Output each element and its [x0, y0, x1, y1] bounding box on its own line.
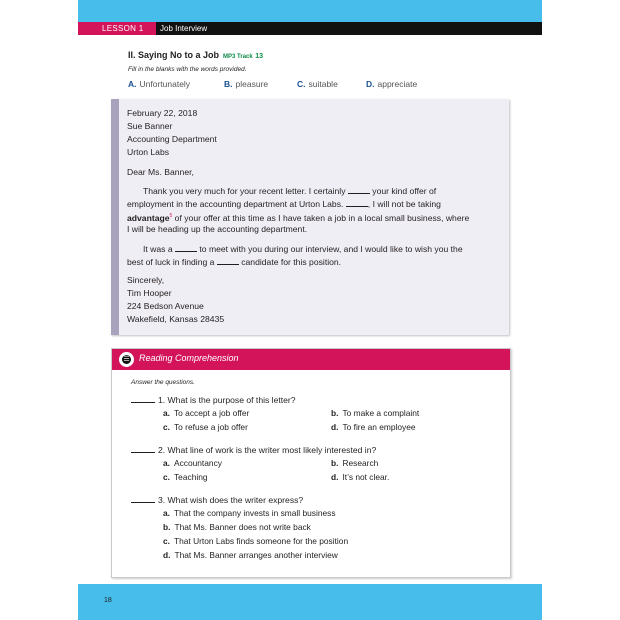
letter-line	[143, 185, 436, 197]
fill-blank[interactable]	[175, 243, 197, 252]
letter-side-bar	[111, 99, 119, 335]
option-text: To refuse a job offer	[174, 422, 248, 432]
reading-instruction: Answer the questions.	[131, 379, 195, 386]
book-icon: ☰	[119, 352, 134, 367]
letter-line	[127, 211, 469, 224]
reading-comprehension-box	[111, 348, 511, 578]
option-letter: a.	[163, 508, 170, 518]
letter-text: , I will not be taking	[367, 199, 441, 209]
letter-text: employment in the accounting department at Urton Labs.	[127, 199, 344, 209]
option-text: Accountancy	[174, 458, 222, 468]
option-letter: c.	[163, 536, 170, 546]
letter-line	[127, 256, 341, 268]
option-letter: b.	[163, 522, 171, 532]
option-letter: a.	[163, 458, 170, 468]
letter-line: I will be heading up the accounting department.	[127, 224, 308, 234]
word-bank-word: suitable	[308, 79, 338, 89]
vocab-word: advantage	[127, 212, 170, 223]
word-bank-letter: B.	[224, 79, 233, 89]
answer-option	[331, 472, 389, 483]
answer-option	[163, 472, 208, 483]
option-text: That Ms. Banner arranges another interview	[174, 550, 338, 560]
letter-line	[127, 198, 441, 210]
answer-option	[163, 522, 311, 533]
top-band	[78, 0, 542, 22]
section-title-text: II. Saying No to a Job	[128, 50, 220, 60]
letter-text: your kind offer of	[372, 186, 437, 196]
reading-comprehension-title: Reading Comprehension	[139, 353, 239, 363]
section-title	[128, 50, 263, 60]
word-bank-letter: C.	[297, 79, 306, 89]
answer-option	[163, 508, 336, 519]
option-text: To make a complaint	[342, 408, 420, 418]
answer-option	[331, 408, 419, 419]
word-bank-word: pleasure	[235, 79, 269, 89]
question	[131, 444, 376, 456]
answer-option	[331, 422, 416, 433]
recipient-line: Sue Banner	[127, 121, 173, 131]
lesson-label-text: LESSON 1	[102, 24, 144, 33]
answer-option	[163, 408, 249, 419]
answer-blank[interactable]	[131, 394, 155, 403]
footnote-marker: 5	[169, 213, 173, 219]
answer-option	[163, 536, 348, 547]
mp3-track-number: 13	[255, 53, 264, 60]
letter-closing: Sincerely,	[127, 275, 165, 285]
mp3-label: MP3 Track	[223, 54, 253, 60]
option-letter: d.	[331, 472, 339, 482]
word-bank-word: appreciate	[377, 79, 418, 89]
answer-blank[interactable]	[131, 444, 155, 453]
word-bank-item	[297, 79, 338, 89]
answer-option	[163, 458, 222, 469]
word-bank-word: Unfortunately	[139, 79, 191, 89]
letter-box	[111, 99, 509, 335]
option-letter: b.	[331, 458, 339, 468]
letter-text: best of luck in finding a	[127, 257, 215, 267]
word-bank-letter: D.	[366, 79, 375, 89]
fill-blank[interactable]	[346, 198, 368, 207]
recipient-line: Urton Labs	[127, 147, 170, 157]
answer-option	[163, 550, 338, 561]
word-bank-item	[366, 79, 417, 89]
option-text: To fire an employee	[342, 422, 416, 432]
option-text: It’s not clear.	[342, 472, 390, 482]
option-letter: d.	[163, 550, 171, 560]
signature-line: Wakefield, Kansas 28435	[127, 314, 225, 324]
option-text: That Ms. Banner does not write back	[174, 522, 311, 532]
answer-option	[331, 458, 378, 469]
reading-comprehension-header	[112, 349, 510, 370]
signature-line: Tim Hooper	[127, 288, 172, 298]
question-text: 1. What is the purpose of this letter?	[158, 395, 296, 405]
fill-blank[interactable]	[348, 185, 370, 194]
letter-line	[143, 243, 463, 255]
option-text: That the company invests in small business	[174, 508, 336, 518]
question	[131, 394, 296, 406]
word-bank-letter: A.	[128, 79, 137, 89]
answer-blank[interactable]	[131, 494, 155, 503]
question	[131, 494, 303, 506]
letter-salutation: Dear Ms. Banner,	[127, 167, 194, 177]
signature-line: 224 Bedson Avenue	[127, 301, 204, 311]
option-text: That Urton Labs finds someone for the position	[174, 536, 349, 546]
letter-text: of your offer at this time as I have taken a job in a local small business, where	[172, 212, 470, 223]
word-bank-item	[128, 79, 190, 89]
word-bank-item	[224, 79, 268, 89]
option-letter: c.	[163, 422, 170, 432]
letter-text: to meet with you during our interview, and I would like to wish you the	[199, 244, 463, 254]
letter-text: It was a	[143, 244, 173, 254]
recipient-line: Accounting Department	[127, 134, 217, 144]
option-letter: d.	[331, 422, 339, 432]
option-text: Teaching	[174, 472, 208, 482]
question-text: 3. What wish does the writer express?	[158, 495, 304, 505]
option-letter: b.	[331, 408, 339, 418]
answer-option	[163, 422, 248, 433]
section-instruction: Fill in the blanks with the words provided.	[128, 66, 247, 73]
option-letter: c.	[163, 472, 170, 482]
option-text: To accept a job offer	[174, 408, 250, 418]
bottom-band	[78, 584, 542, 620]
letter-text: Thank you very much for your recent letter. I certainly	[143, 186, 346, 196]
letter-date: February 22, 2018	[127, 108, 198, 118]
option-text: Research	[342, 458, 379, 468]
fill-blank[interactable]	[217, 256, 239, 265]
lesson-title: Job Interview	[160, 24, 208, 33]
page-number: 18	[104, 597, 112, 604]
lesson-label	[78, 22, 156, 35]
letter-text: candidate for this position.	[241, 257, 342, 267]
question-text: 2. What line of work is the writer most likely interested in?	[158, 445, 377, 455]
option-letter: a.	[163, 408, 170, 418]
